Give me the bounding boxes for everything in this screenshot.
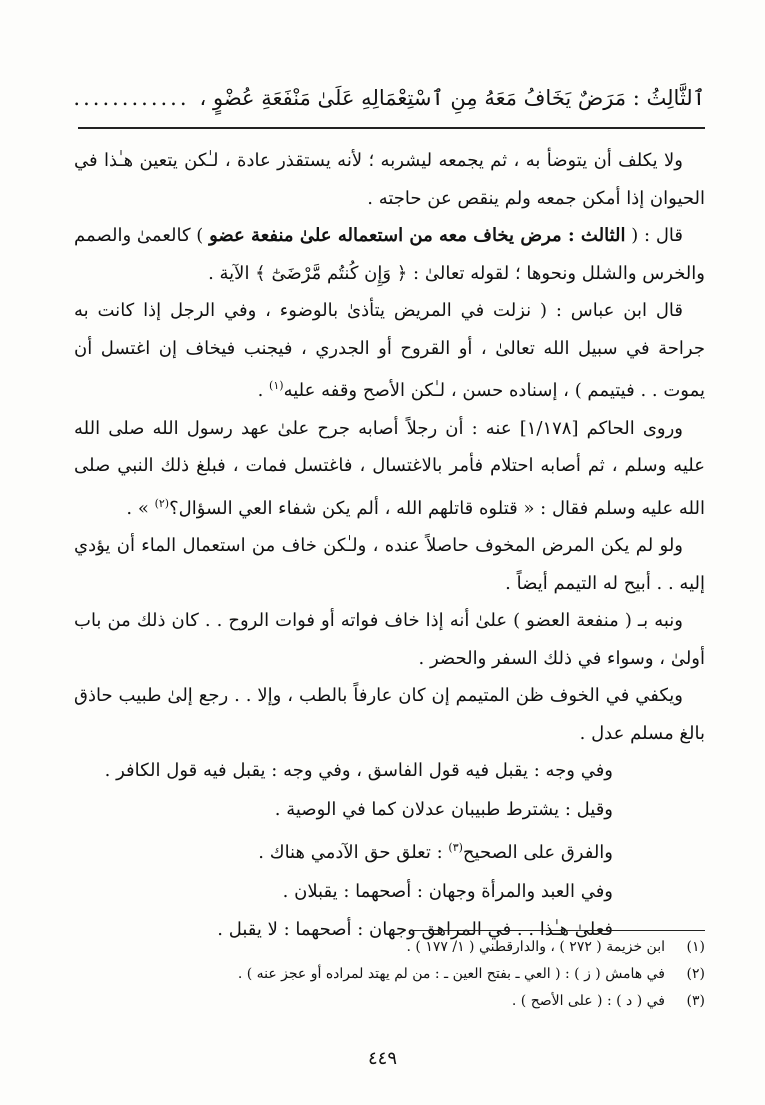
footnote-number: (١) — [686, 939, 705, 955]
footnote-ref-3[interactable]: (٣) — [448, 841, 463, 854]
matn-quote: الثالث : مرض يخاف معه من استعماله علىٰ منفعة عضو — [209, 225, 626, 246]
footnote-text: ابن خزيمة ( ٢٧٢ ) ، والدارقطني ( ١/ ١٧٧ ) . — [406, 939, 665, 955]
running-header — [73, 78, 705, 118]
header-rule — [78, 127, 705, 129]
sub-paragraph-4: وفي العبد والمرأة وجهان : أصحهما : يقبلان . — [282, 880, 613, 902]
footnote-ref-1[interactable]: (١) — [269, 379, 284, 392]
sub-paragraph-2: وقيل : يشترط طبيبان عدلان كما في الوصية . — [274, 798, 613, 820]
header-title: ٱلثَّالِثُ : مَرَضٌ يَخَافُ مَعَهُ مِنِ ٱسْتِعْمَالِهِ عَلَىٰ مَنْفَعَةِ عُضْوٍ ، — [199, 86, 705, 110]
sub-paragraph-3: والفرق على الصحيح$^{(٣)}$ : تعلق حق الآدمي هناك . — [258, 841, 613, 863]
footnote-ref-2[interactable]: (٢) — [154, 496, 170, 510]
footnote-2 — [80, 961, 705, 988]
sub-paragraph-1: وفي وجه : يقبل فيه قول الفاسق ، وفي وجه : يقبل فيه قول الكافر . — [104, 760, 613, 781]
paragraph-7: ويكفي في الخوف ظن المتيمم إن كان عارفاً بالطب ، وإلا . . رجع إلىٰ طبيب حاذق بالغ مسلم عدل . — [74, 685, 705, 744]
paragraph-6: ونبه بـ ( منفعة العضو ) علىٰ أنه إذا خاف فواته أو فوات الروح . . كان ذلك من باب أولىٰ ، وسواء في ذلك السفر والحضر . — [74, 610, 705, 669]
page-number: ٤٤٩ — [367, 1048, 397, 1069]
header-leader-dots: ............ — [73, 86, 190, 110]
footnotes — [80, 934, 705, 1015]
paragraph-1: ولا يكلف أن يتوضأ به ، ثم يجمعه ليشربه ؛ لأنه يستقذر عادة ، لـٰكن يتعين هـٰذا في الحيوان إذا أمكن جمعه ولم ينقص عن حاجته . — [74, 150, 705, 209]
footnote-1 — [80, 934, 705, 961]
paragraph-2: قال : ( الثالث : مرض يخاف معه من استعماله علىٰ منفعة عضو ) كالعمىٰ والصمم والخرس والشلل ونحوها ؛ لقوله تعالىٰ : ﴿ وَإِن كُنتُم مَّرْضَىٰٓ ﴾ الآية . — [74, 225, 705, 284]
footnote-3 — [80, 988, 705, 1015]
paragraph-4: وروى الحاكم [١/١٧٨] عنه : أن رجلاً أصابه جرح علىٰ عهد رسول الله صلى الله عليه وسلم ، ثم أصابه احتلام فأمر بالاغتسال ، فاغتسل فمات ، فبلغ ذلك النبي صلى الله عليه وسلم فقال : « قتلوه قاتلهم الله ، ألم يكن شفاء العي السؤال؟$^{(٢)}$ » . — [74, 417, 705, 519]
footnote-text: في هامش ( ز ) : ( العي ـ بفتح العين ـ : من لم يهتد لمراده أو عجز عنه ) . — [237, 966, 665, 982]
footnote-number: (٣) — [686, 993, 705, 1009]
sub-paragraph-5: فعلىٰ هـٰذا . . في المراهق وجهان : أصحهما : لا يقبل . — [217, 919, 613, 940]
paragraph-5: ولو لم يكن المرض المخوف حاصلاً عنده ، ولـٰكن خاف من استعمال الماء أن يؤدي إليه . . أبيح له التيمم أيضاً . — [74, 535, 705, 594]
footnote-text: في ( د ) : ( على الأصح ) . — [511, 993, 665, 1009]
footnote-number: (٢) — [686, 966, 705, 982]
main-text — [74, 142, 705, 950]
paragraph-3: قال ابن عباس : ( نزلت في المريض يتأذىٰ بالوضوء ، وفي الرجل إذا كانت به جراحة في سبيل الله تعالىٰ ، أو القروح أو الجدري ، فيجنب فيخاف إن اغتسل أن يموت . . فيتيمم ) ، إسناده حسن ، لـٰكن الأصح وقفه عليه$^{(١)}$ . — [74, 300, 705, 401]
footnote-rule — [410, 930, 705, 931]
